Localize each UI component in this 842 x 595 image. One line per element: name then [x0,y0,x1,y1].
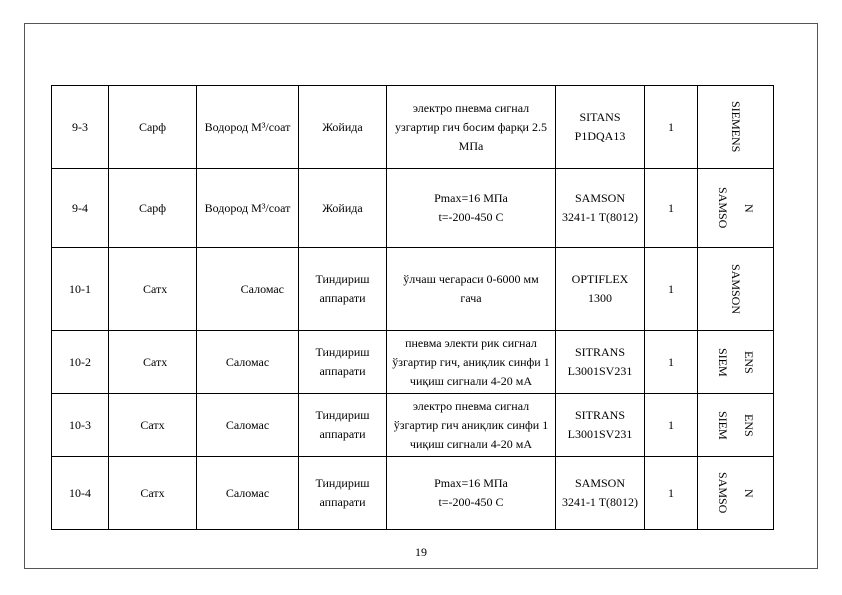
measured-quantity-cell: Сарф [109,86,197,169]
manufacturer-cell [698,331,774,394]
position-id-cell: 9-3 [52,86,109,169]
quantity-cell: 1 [645,248,698,331]
measured-quantity-cell: Сарф [109,169,197,248]
description-cell: электро пневма сигнал узгартир гич босим фарқи 2.5 МПа [387,86,556,169]
description-cell: пневма электи рик сигнал ўзгартир гич, аниқлик синфи 1 чиқиш сигнали 4-20 мА [387,331,556,394]
location-cell: Тиндириш аппарати [299,248,387,331]
manufacturer-cell [698,169,774,248]
manufacturer-label: ENS SIEM [716,347,756,377]
manufacturer-label: ENS SIEM [716,410,756,440]
manufacturer-cell [698,86,774,169]
model-cell: SAMSON 3241-1 T(8012) [556,457,645,530]
model-cell: SITRANS L3001SV231 [556,394,645,457]
table-row [52,169,774,248]
description-cell: электро пневма сигнал ўзгартир гич аниқлик синфи 1 чиқиш сигнали 4-20 мА [387,394,556,457]
position-id-cell: 10-2 [52,331,109,394]
location-cell: Жойида [299,86,387,169]
location-cell: Жойида [299,169,387,248]
manufacturer-label: N SAMSO [716,187,756,229]
measured-quantity-cell: Сатх [109,394,197,457]
parameter-cell: Саломас [197,457,299,530]
position-id-cell: 9-4 [52,169,109,248]
parameter-cell: Водород М³/соат [197,86,299,169]
table-row [52,86,774,169]
measured-quantity-cell: Сатх [109,457,197,530]
manufacturer-label: N SAMSO [716,472,756,514]
location-cell: Тиндириш аппарати [299,457,387,530]
position-id-cell: 10-3 [52,394,109,457]
table-row [52,248,774,331]
measured-quantity-cell: Сатх [109,331,197,394]
parameter-cell: Саломас [197,394,299,457]
description-cell: Pmax=16 МПа t=-200-450 C [387,457,556,530]
manufacturer-cell [698,248,774,331]
quantity-cell: 1 [645,169,698,248]
quantity-cell: 1 [645,331,698,394]
description-cell: Pmax=16 МПа t=-200-450 C [387,169,556,248]
table-row [52,394,774,457]
manufacturer-cell [698,457,774,530]
position-id-cell: 10-1 [52,248,109,331]
table-row [52,457,774,530]
model-cell: SITANS P1DQA13 [556,86,645,169]
parameter-cell: Саломас [197,248,299,331]
manufacturer-cell [698,394,774,457]
manufacturer-label: SAMSON [729,263,743,314]
description-cell: ўлчаш чегараси 0-6000 мм гача [387,248,556,331]
position-id-cell: 10-4 [52,457,109,530]
location-cell: Тиндириш аппарати [299,331,387,394]
model-cell: OPTIFLEX 1300 [556,248,645,331]
manufacturer-label: SIEMENS [729,101,743,153]
quantity-cell: 1 [645,394,698,457]
instrument-table [51,85,774,530]
model-cell: SITRANS L3001SV231 [556,331,645,394]
table-row [52,331,774,394]
quantity-cell: 1 [645,86,698,169]
parameter-cell: Водород М³/соат [197,169,299,248]
page-number: 19 [415,545,427,559]
model-cell: SAMSON 3241-1 T(8012) [556,169,645,248]
measured-quantity-cell: Сатх [109,248,197,331]
location-cell: Тиндириш аппарати [299,394,387,457]
quantity-cell: 1 [645,457,698,530]
parameter-cell: Саломас [197,331,299,394]
